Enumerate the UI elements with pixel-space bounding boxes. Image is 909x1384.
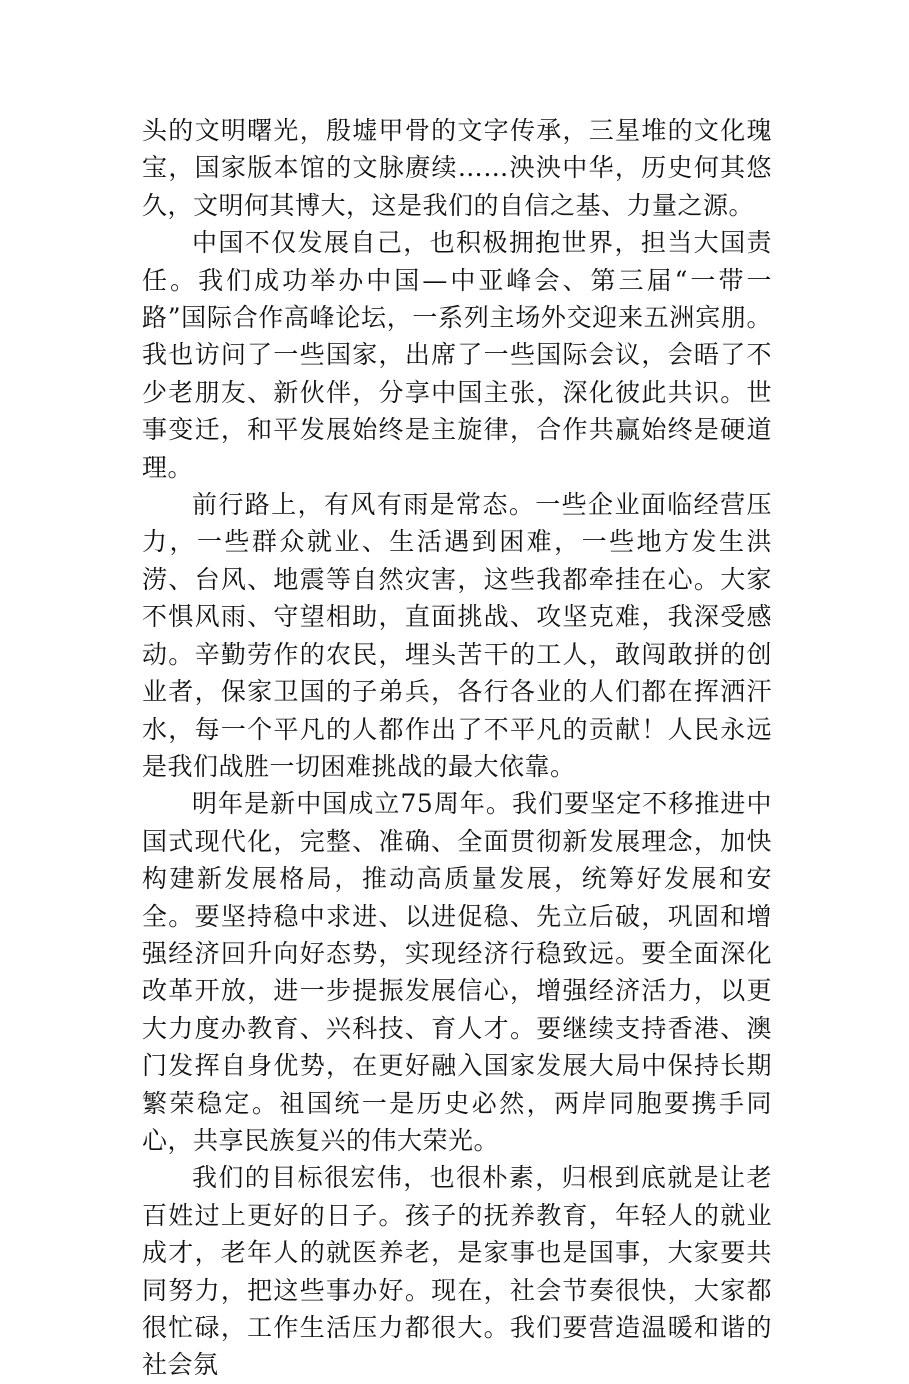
paragraph-5: 我们的目标很宏伟，也很朴素，归根到底就是让老百姓过上更好的日子。孩子的抚养教育，年轻人的就业成才，老年人的就医养老，是家事也是国事，大家要共同努力，把这些事办好。现在，社会节奏很快，大家都很忙碌，工作生活压力都很大。我们要营造温暖和谐的社会氛	[142, 1163, 772, 1380]
paragraph-4: 明年是新中国成立75周年。我们要坚定不移推进中国式现代化，完整、准确、全面贯彻新发展理念，加快构建新发展格局，推动高质量发展，统筹好发展和安全。要坚持稳中求进、以进促稳、先立后破，巩固和增强经济回升向好态势，实现经济行稳致远。要全面深化改革开放，进一步提振发展信心，增强经济活力，以更大力度办教育、兴科技、育人才。要继续支持香港、澳门发挥自身优势，在更好融入国家发展大局中保持长期繁荣稳定。祖国统一是历史必然，两岸同胞要携手同心，共享民族复兴的伟大荣光。	[142, 789, 772, 1155]
document-body	[142, 112, 772, 1384]
paragraph-1: 头的文明曙光，殷墟甲骨的文字传承，三星堆的文化瑰宝，国家版本馆的文脉赓续……泱泱中华，历史何其悠久，文明何其博大，这是我们的自信之基、力量之源。	[142, 116, 772, 220]
paragraph-2: 中国不仅发展自己，也积极拥抱世界，担当大国责任。我们成功举办中国—中亚峰会、第三届“一带一路”国际合作高峰论坛，一系列主场外交迎来五洲宾朋。我也访问了一些国家，出席了一些国际会议，会晤了不少老朋友、新伙伴，分享中国主张，深化彼此共识。世事变迁，和平发展始终是主旋律，合作共赢始终是硬道理。	[142, 228, 772, 482]
paragraph-3: 前行路上，有风有雨是常态。一些企业面临经营压力，一些群众就业、生活遇到困难，一些地方发生洪涝、台风、地震等自然灾害，这些我都牵挂在心。大家不惧风雨、守望相助，直面挑战、攻坚克难，我深受感动。辛勤劳作的农民，埋头苦干的工人，敢闯敢拼的创业者，保家卫国的子弟兵，各行各业的人们都在挥洒汗水，每一个平凡的人都作出了不平凡的贡献！人民永远是我们战胜一切困难挑战的最大依靠。	[142, 490, 772, 781]
